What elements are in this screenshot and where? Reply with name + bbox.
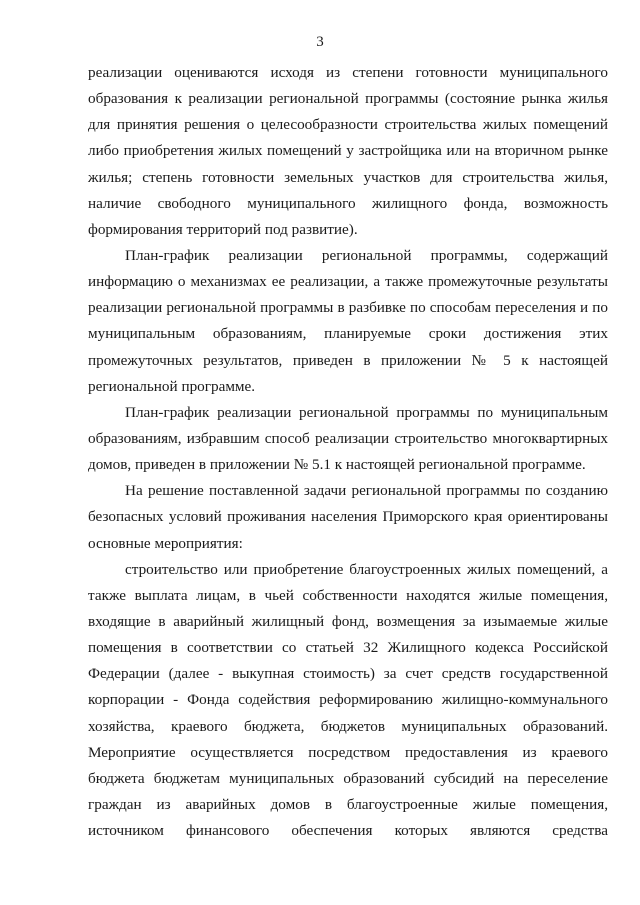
text-line: бюджета бюджетам муниципальных образований субсидий на переселение — [88, 769, 608, 787]
text-line: Федерации (далее - выкупная стоимость) за счет средств государственной — [88, 665, 608, 683]
text-line: помещения в соответствии со статьей 32 Жилищного кодекса Российской — [88, 639, 608, 657]
page-number: 3 — [316, 34, 324, 50]
text-line: домов, приведен в приложении № 5.1 к настоящей региональной программе. — [88, 456, 586, 474]
text-line: образования к реализации региональной программы (состояние рынка жилья — [88, 90, 608, 108]
text-line: либо приобретения жилых помещений у застройщика или на вторичном рынке — [88, 142, 608, 160]
text-line: хозяйства, краевого бюджета, бюджетов муниципальных образований. — [88, 717, 608, 735]
text-line: муниципальным образованиям, планируемые сроки достижения этих — [88, 325, 608, 343]
document-body — [88, 60, 608, 844]
text-line: граждан из аварийных домов в благоустроенные жилые помещения, — [88, 795, 608, 813]
text-line: для принятия решения о целесообразности строительства жилых помещений — [88, 116, 608, 134]
text-line: реализации оцениваются исходя из степени готовности муниципального — [88, 64, 608, 81]
text-line: образованиям, избравшим способ реализации строительство многоквартирных — [88, 429, 608, 447]
text-line: формирования территорий под развитие). — [88, 220, 358, 238]
text-line: источником финансового обеспечения которых являются средства — [88, 822, 608, 840]
paragraph-start-line: На решение поставленной задачи региональной программы по созданию — [125, 482, 608, 500]
text-line: реализации региональной программы в разбивке по способам переселения и по — [88, 299, 608, 317]
text-line: наличие свободного муниципального жилищного фонда, возможность — [88, 194, 608, 212]
text-line: входящие в аварийный жилищный фонд, возмещения за изымаемые жилые — [88, 612, 608, 630]
text-line: Мероприятие осуществляется посредством предоставления из краевого — [88, 743, 608, 761]
text-line: основные мероприятия: — [88, 534, 243, 552]
text-line: промежуточных результатов, приведен в приложении № 5 к настоящей — [88, 351, 608, 369]
text-line: также выплата лицам, в чьей собственности находятся жилые помещения, — [88, 586, 608, 604]
text-line: региональной программе. — [88, 377, 256, 395]
text-line: информацию о механизмах ее реализации, а также промежуточные результаты — [88, 273, 608, 291]
text-line: безопасных условий проживания населения Приморского края ориентированы — [88, 508, 608, 526]
paragraph-start-line: План-график реализации региональной программы, содержащий — [125, 246, 608, 264]
text-line: жилья; степень готовности земельных участков для строительства жилья, — [88, 168, 608, 186]
paragraph-start-line: План-график реализации региональной программы по муниципальным — [125, 403, 608, 421]
text-line: корпорации - Фонда содействия реформированию жилищно-коммунального — [88, 691, 608, 709]
paragraph-start-line: строительство или приобретение благоустроенных жилых помещений, а — [125, 560, 608, 578]
